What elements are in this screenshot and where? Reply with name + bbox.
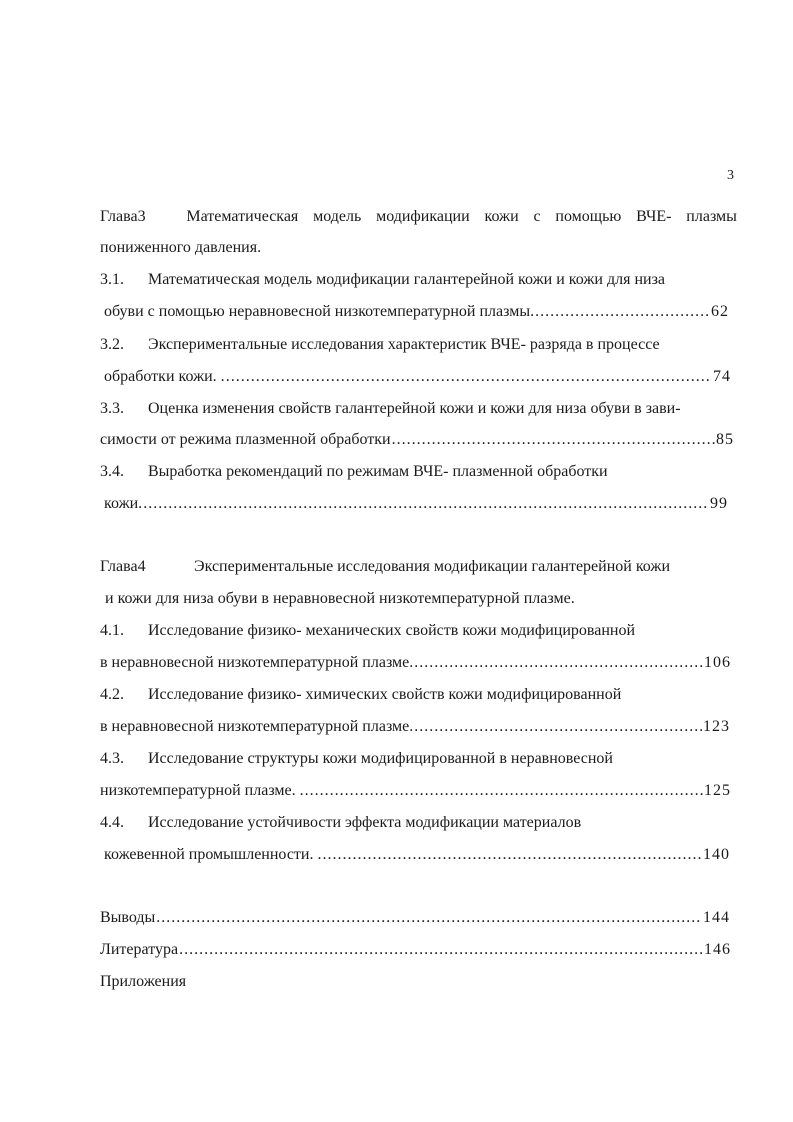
chapter3-title-word: модификации — [376, 208, 470, 225]
section-number: 3.2. — [100, 336, 124, 353]
chapter4-label: Глава4 — [100, 558, 146, 575]
toc-entry-3-4-line1 — [100, 462, 608, 482]
section-number: 4.2. — [100, 686, 124, 703]
leader-dots — [414, 653, 703, 673]
section-title-cont: низкотемпературной плазме. . — [100, 782, 304, 799]
leader-dots — [392, 430, 715, 450]
section-number: 4.4. — [100, 814, 124, 831]
section-title: Экспериментальные исследования характеристик ВЧЕ- разряда в процессе — [148, 336, 660, 353]
toc-entry-4-1-line1 — [100, 621, 635, 641]
section-title: Исследование физико- химических свойств кожи модифицированной — [148, 686, 622, 703]
page-ref: 146 — [704, 941, 731, 958]
toc-entry-3-1-line2 — [104, 302, 729, 322]
leader-dots — [226, 367, 712, 387]
toc-entry-3-3-line1 — [100, 399, 681, 419]
leader-dots — [322, 845, 702, 865]
section-number: 4.3. — [100, 750, 124, 767]
toc-entry-3-3-line2 — [100, 430, 734, 450]
leader-dots — [179, 940, 703, 960]
section-title-cont: кожи. — [104, 495, 143, 512]
section-title: Выработка рекомендаций по режимам ВЧЕ- плазменной обработки — [148, 463, 608, 480]
leader-dots — [535, 302, 710, 322]
toc-entry-3-1-line1 — [100, 270, 665, 290]
section-title-cont: в неравновесной низкотемпературной плазме. — [100, 654, 414, 671]
leader-dots — [156, 908, 702, 928]
toc-entry-3-2-line2 — [104, 367, 731, 387]
chapter4-title: Экспериментальные исследования модификации галантерейной кожи — [194, 558, 671, 575]
leader-dots — [414, 717, 702, 737]
conclusions-label: Выводы — [100, 909, 156, 926]
section-number: 3.3. — [100, 400, 124, 417]
section-number: 4.1. — [100, 622, 124, 639]
toc-entry-4-2-line2 — [100, 717, 730, 737]
leader-dots — [305, 781, 703, 801]
literature-label: Литература — [100, 941, 179, 958]
page-number: 3 — [727, 168, 734, 183]
section-title: Исследование физико- механических свойств кожи модифицированной — [148, 622, 636, 639]
toc-entry-4-2-line1 — [100, 685, 621, 705]
toc-entry-4-3-line2 — [100, 781, 731, 801]
section-title-cont: симости от режима плазменной обработки — [100, 431, 391, 448]
chapter3-title-word: модель — [313, 208, 362, 225]
page-ref: 106 — [704, 654, 731, 671]
toc-entry-4-4-line1 — [100, 813, 581, 833]
toc-entry-4-1-line2 — [100, 653, 731, 673]
chapter4-title-cont: и кожи для низа обуви в неравновесной низкотемпературной плазме. — [105, 590, 575, 607]
page-ref: 62 — [711, 303, 729, 320]
page-ref: 140 — [703, 846, 730, 863]
section-title: Исследование устойчивости эффекта модификации материалов — [148, 814, 582, 831]
page-ref: 85 — [716, 431, 734, 448]
section-title-cont: в неравновесной низкотемпературной плазме. — [100, 718, 414, 735]
toc-entry-3-2-line1 — [100, 335, 660, 355]
leader-dots — [143, 494, 709, 514]
page-ref: 123 — [703, 718, 730, 735]
chapter3-title-cont: пониженного давления. — [100, 239, 262, 256]
chapter3-heading — [100, 207, 737, 227]
chapter3-title-word: кожи — [484, 208, 519, 225]
page-ref: 99 — [710, 495, 728, 512]
page-ref: 74 — [713, 368, 731, 385]
section-title-cont: кожевенной промышленности. . — [104, 846, 322, 863]
chapter3-title-word: Математическая — [186, 208, 299, 225]
section-title: Оценка изменения свойств галантерейной кожи и кожи для низа обуви в зави- — [148, 400, 681, 417]
chapter3-title-word: ВЧЕ- — [636, 208, 672, 225]
page-ref: 144 — [703, 909, 730, 926]
chapter4-heading — [100, 557, 670, 577]
toc-entry-conclusions — [100, 908, 730, 928]
section-number: 3.1. — [100, 271, 124, 288]
toc-entry-literature — [100, 940, 731, 960]
toc-entry-4-3-line1 — [100, 749, 613, 769]
chapter3-label: Глава3 — [100, 208, 146, 225]
toc-entry-3-4-line2 — [104, 494, 728, 514]
chapter3-title-word: плазмы — [686, 208, 737, 225]
section-title: Исследование структуры кожи модифицированной в неравновесной — [148, 750, 613, 767]
section-title-cont: обуви с помощью неравновесной низкотемпературной плазмы. — [104, 303, 535, 320]
page-ref: 125 — [704, 782, 731, 799]
section-number: 3.4. — [100, 463, 124, 480]
toc-entry-4-4-line2 — [104, 845, 730, 865]
chapter3-title-word: помощью — [555, 208, 622, 225]
toc-entry-appendices: Приложения — [100, 973, 187, 990]
section-title: Математическая модель модификации галантерейной кожи и кожи для низа — [148, 271, 665, 288]
chapter3-title-word: с — [533, 208, 541, 225]
section-title-cont: обработки кожи. . — [104, 368, 225, 385]
